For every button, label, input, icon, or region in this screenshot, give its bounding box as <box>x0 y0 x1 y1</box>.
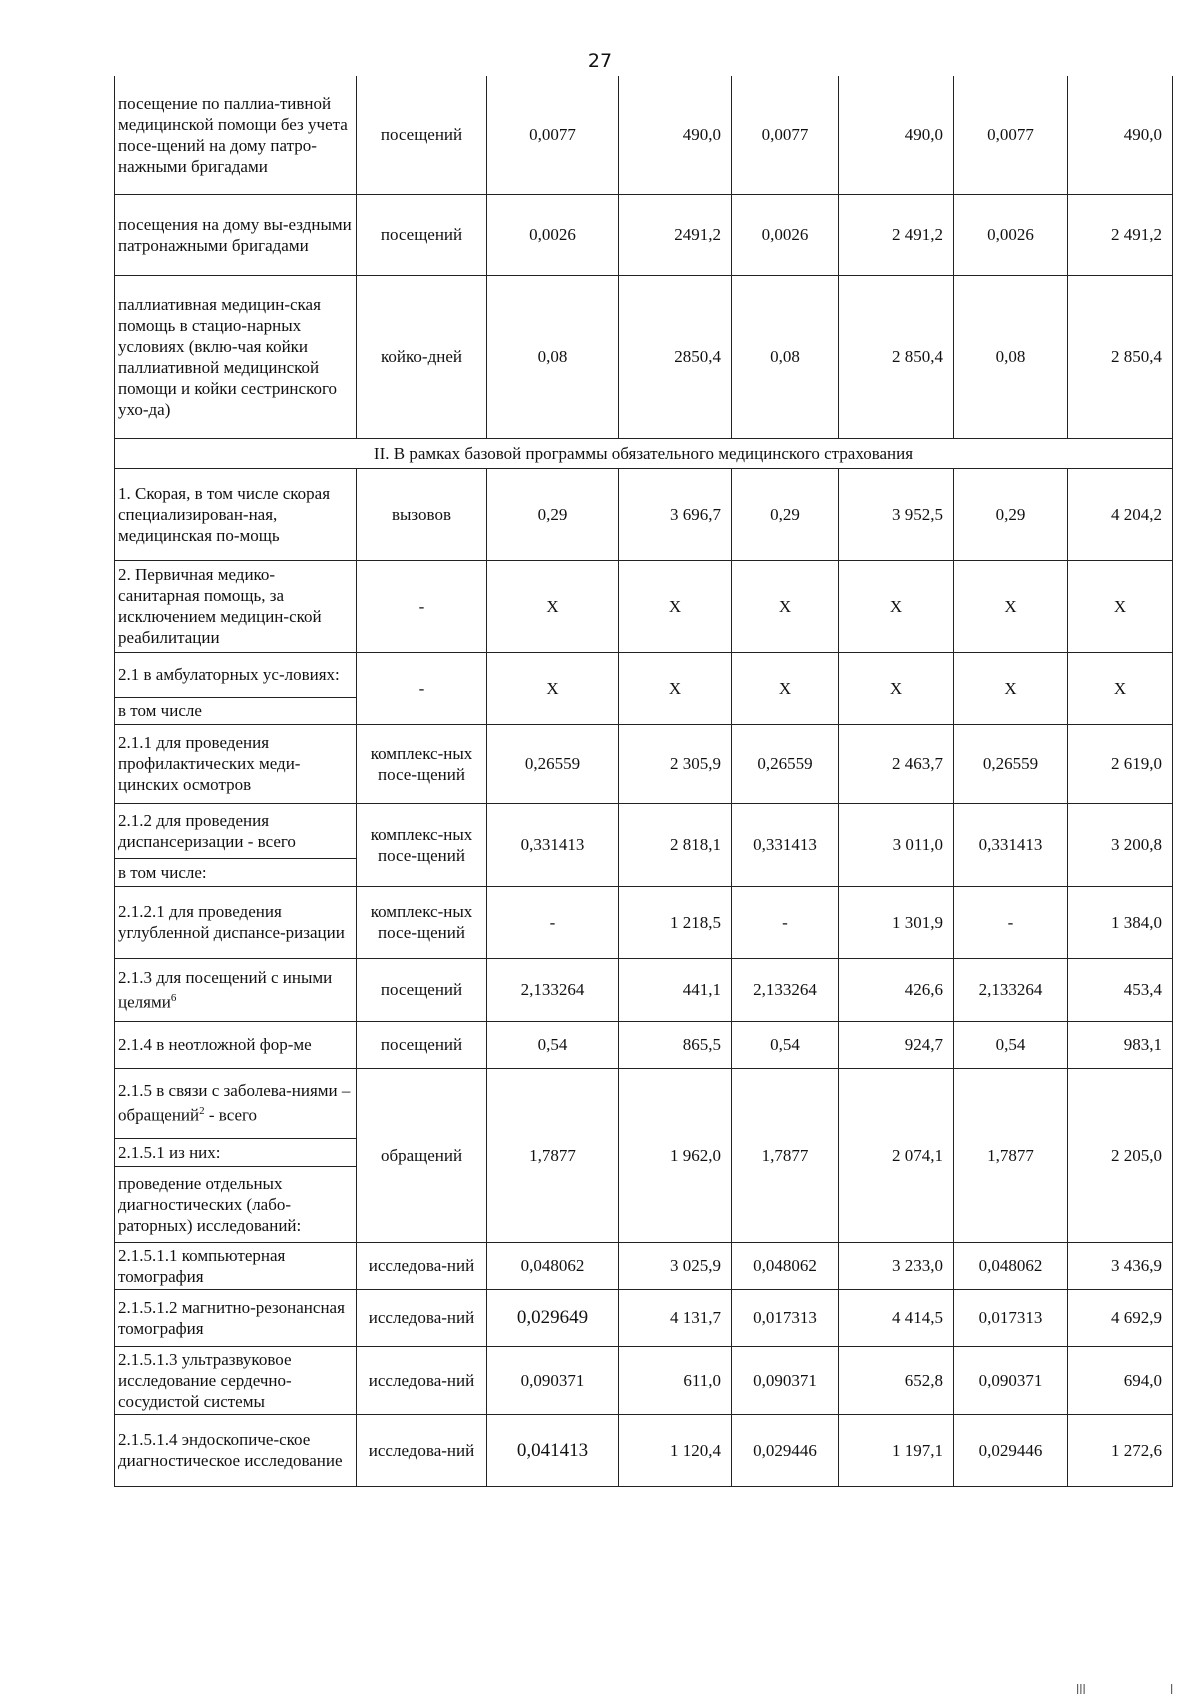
table-row <box>115 1068 1173 1138</box>
row-name-text: 2.1.5 в связи с заболева-ниями – обращений <box>118 1081 351 1125</box>
cell-value: 0,0077 <box>487 76 619 194</box>
row-unit: - <box>357 652 487 724</box>
cell-value: X <box>954 560 1068 652</box>
cell-value: X <box>839 652 954 724</box>
cell-value: X <box>1068 560 1173 652</box>
cell-value: 3 025,9 <box>619 1242 732 1289</box>
cell-value: 490,0 <box>1068 76 1173 194</box>
cell-value: 426,6 <box>839 958 954 1021</box>
row-name: посещение по паллиа-тивной медицинской помощи без учета посе-щений на дому патро-нажными бригадами <box>115 76 357 194</box>
cell-value: 2 074,1 <box>839 1068 954 1242</box>
table-row <box>115 194 1173 275</box>
cell-value: 0,017313 <box>954 1289 1068 1346</box>
cell-value: 0,331413 <box>954 803 1068 886</box>
cell-value: 0,0026 <box>732 194 839 275</box>
cell-value: 2 463,7 <box>839 724 954 803</box>
row-unit: комплекс-ных посе-щений <box>357 886 487 958</box>
cell-value: 0,54 <box>954 1021 1068 1068</box>
cell-value: 0,017313 <box>732 1289 839 1346</box>
row-unit: комплекс-ных посе-щений <box>357 803 487 886</box>
footnote-mark: 6 <box>170 991 177 1004</box>
row-name-text: 2.1.3 для посещений с иными целями <box>118 967 333 1012</box>
cell-value: 2 491,2 <box>1068 194 1173 275</box>
cell-value: 0,08 <box>732 275 839 438</box>
table-row <box>115 652 1173 697</box>
cell-value: 0,048062 <box>487 1242 619 1289</box>
cell-value: 2 850,4 <box>839 275 954 438</box>
cell-value: X <box>732 652 839 724</box>
table-row <box>115 886 1173 958</box>
cell-value: 0,029649 <box>487 1289 619 1346</box>
cell-value: 4 414,5 <box>839 1289 954 1346</box>
cell-value: X <box>619 560 732 652</box>
row-unit: - <box>357 560 487 652</box>
cell-value: 0,26559 <box>732 724 839 803</box>
cell-value: 2,133264 <box>487 958 619 1021</box>
table-row <box>115 1242 1173 1289</box>
cell-value: 865,5 <box>619 1021 732 1068</box>
table-row <box>115 1346 1173 1414</box>
cell-value: 2 491,2 <box>839 194 954 275</box>
cell-value: 1 962,0 <box>619 1068 732 1242</box>
section-title: II. В рамках базовой программы обязательного медицинского страхования <box>115 438 1173 468</box>
cell-value: 4 692,9 <box>1068 1289 1173 1346</box>
cell-value: 0,029446 <box>732 1414 839 1486</box>
row-name <box>115 1068 357 1138</box>
row-unit: посещений <box>357 76 487 194</box>
cell-value: X <box>619 652 732 724</box>
cell-value: - <box>732 886 839 958</box>
cell-value: 490,0 <box>839 76 954 194</box>
cell-value: X <box>487 560 619 652</box>
table-row <box>115 958 1173 1021</box>
cell-value: 0,08 <box>954 275 1068 438</box>
cell-value: 3 436,9 <box>1068 1242 1173 1289</box>
table-row <box>115 1021 1173 1068</box>
cell-value: X <box>1068 652 1173 724</box>
cell-value: 2,133264 <box>732 958 839 1021</box>
cell-value: 490,0 <box>619 76 732 194</box>
cell-value: 1,7877 <box>487 1068 619 1242</box>
cell-value: 0,26559 <box>954 724 1068 803</box>
cell-value: 1 301,9 <box>839 886 954 958</box>
cell-value: 1 197,1 <box>839 1414 954 1486</box>
cell-value: X <box>954 652 1068 724</box>
table-row <box>115 1414 1173 1486</box>
row-name-tail: - всего <box>204 1105 258 1125</box>
row-unit: исследова-ний <box>357 1242 487 1289</box>
row-unit: посещений <box>357 194 487 275</box>
cell-value: 1 272,6 <box>1068 1414 1173 1486</box>
row-name: 2.1.5.1.1 компьютерная томография <box>115 1242 357 1289</box>
cell-value: 0,29 <box>732 468 839 560</box>
cell-value: 0,090371 <box>732 1346 839 1414</box>
cell-value: 2 305,9 <box>619 724 732 803</box>
row-unit: посещений <box>357 1021 487 1068</box>
cell-value: 0,08 <box>487 275 619 438</box>
cell-value: X <box>487 652 619 724</box>
row-name <box>115 958 357 1021</box>
cell-value: 1 218,5 <box>619 886 732 958</box>
cell-value: 2850,4 <box>619 275 732 438</box>
row-unit: вызовов <box>357 468 487 560</box>
row-unit: комплекс-ных посе-щений <box>357 724 487 803</box>
row-unit: исследова-ний <box>357 1289 487 1346</box>
row-name: 2.1.2 для проведения диспансеризации - всего <box>115 803 357 858</box>
row-name: 2. Первичная медико-санитарная помощь, за исключением медицин-ской реабилитации <box>115 560 357 652</box>
cell-value: 0,331413 <box>732 803 839 886</box>
cell-value: 0,29 <box>487 468 619 560</box>
cell-value: 0,048062 <box>732 1242 839 1289</box>
table-row <box>115 1289 1173 1346</box>
cell-value: 0,29 <box>954 468 1068 560</box>
row-name: 2.1.4 в неотложной фор-ме <box>115 1021 357 1068</box>
cell-value: 4 131,7 <box>619 1289 732 1346</box>
row-name: паллиативная медицин-ская помощь в стацио-нарных условиях (вклю-чая койки паллиативной медицинской помощи и койки сестринского ухо-да) <box>115 275 357 438</box>
cell-value: 983,1 <box>1068 1021 1173 1068</box>
cell-value: 1 384,0 <box>1068 886 1173 958</box>
cell-value: 2491,2 <box>619 194 732 275</box>
table-row <box>115 275 1173 438</box>
row-name: 2.1.5.1.2 магнитно-резонансная томография <box>115 1289 357 1346</box>
row-subname: в том числе: <box>115 858 357 886</box>
cell-value: 3 011,0 <box>839 803 954 886</box>
table-row <box>115 560 1173 652</box>
cell-value: 0,048062 <box>954 1242 1068 1289</box>
cell-value: 4 204,2 <box>1068 468 1173 560</box>
cell-value: 2 818,1 <box>619 803 732 886</box>
row-name: 2.1 в амбулаторных ус-ловиях: <box>115 652 357 697</box>
cell-value: 3 233,0 <box>839 1242 954 1289</box>
norms-table <box>114 76 1173 1487</box>
cell-value: 0,0077 <box>954 76 1068 194</box>
cell-value: 3 696,7 <box>619 468 732 560</box>
cell-value: 441,1 <box>619 958 732 1021</box>
cell-value: 0,090371 <box>954 1346 1068 1414</box>
cell-value: - <box>487 886 619 958</box>
row-name: 2.1.5.1.3 ультразвуковое исследование сердечно-сосудистой системы <box>115 1346 357 1414</box>
cell-value: 2 205,0 <box>1068 1068 1173 1242</box>
cell-value: 0,26559 <box>487 724 619 803</box>
cell-value: 611,0 <box>619 1346 732 1414</box>
table-row <box>115 468 1173 560</box>
row-unit: койко-дней <box>357 275 487 438</box>
cell-value: 0,54 <box>732 1021 839 1068</box>
row-name: 1. Скорая, в том числе скорая специализирован-ная, медицинская по-мощь <box>115 468 357 560</box>
page-number: 27 <box>587 50 613 72</box>
row-unit: исследова-ний <box>357 1346 487 1414</box>
cell-value: 0,090371 <box>487 1346 619 1414</box>
scan-artifact: ǀ <box>1170 1682 1174 1695</box>
row-subname: проведение отдельных диагностических (лабо-раторных) исследований: <box>115 1166 357 1242</box>
cell-value: 694,0 <box>1068 1346 1173 1414</box>
cell-value: 2 619,0 <box>1068 724 1173 803</box>
row-name: 2.1.5.1.4 эндоскопиче-ское диагностическое исследование <box>115 1414 357 1486</box>
cell-value: 652,8 <box>839 1346 954 1414</box>
row-subname: в том числе <box>115 697 357 724</box>
cell-value: 924,7 <box>839 1021 954 1068</box>
row-name: 2.1.2.1 для проведения углубленной диспансе-ризации <box>115 886 357 958</box>
cell-value: 0,54 <box>487 1021 619 1068</box>
cell-value: 1 120,4 <box>619 1414 732 1486</box>
cell-value: X <box>839 560 954 652</box>
row-subname: 2.1.5.1 из них: <box>115 1138 357 1166</box>
scan-artifact: ǀǀǀ <box>1076 1682 1086 1695</box>
cell-value: 2 850,4 <box>1068 275 1173 438</box>
cell-value: - <box>954 886 1068 958</box>
row-name: 2.1.1 для проведения профилактических меди-цинских осмотров <box>115 724 357 803</box>
cell-value: 1,7877 <box>732 1068 839 1242</box>
cell-value: 0,029446 <box>954 1414 1068 1486</box>
row-unit: исследова-ний <box>357 1414 487 1486</box>
row-name: посещения на дому вы-ездными патронажными бригадами <box>115 194 357 275</box>
table-row <box>115 76 1173 194</box>
cell-value: 0,0026 <box>954 194 1068 275</box>
section-row <box>115 438 1173 468</box>
cell-value: 2,133264 <box>954 958 1068 1021</box>
cell-value: X <box>732 560 839 652</box>
table-row <box>115 724 1173 803</box>
row-unit: посещений <box>357 958 487 1021</box>
cell-value: 3 200,8 <box>1068 803 1173 886</box>
cell-value: 0,0077 <box>732 76 839 194</box>
cell-value: 0,331413 <box>487 803 619 886</box>
cell-value: 0,0026 <box>487 194 619 275</box>
table-row <box>115 803 1173 858</box>
footnote-mark: 2 <box>199 1105 205 1118</box>
cell-value: 1,7877 <box>954 1068 1068 1242</box>
cell-value: 3 952,5 <box>839 468 954 560</box>
row-unit: обращений <box>357 1068 487 1242</box>
cell-value: 0,041413 <box>487 1414 619 1486</box>
cell-value: 453,4 <box>1068 958 1173 1021</box>
